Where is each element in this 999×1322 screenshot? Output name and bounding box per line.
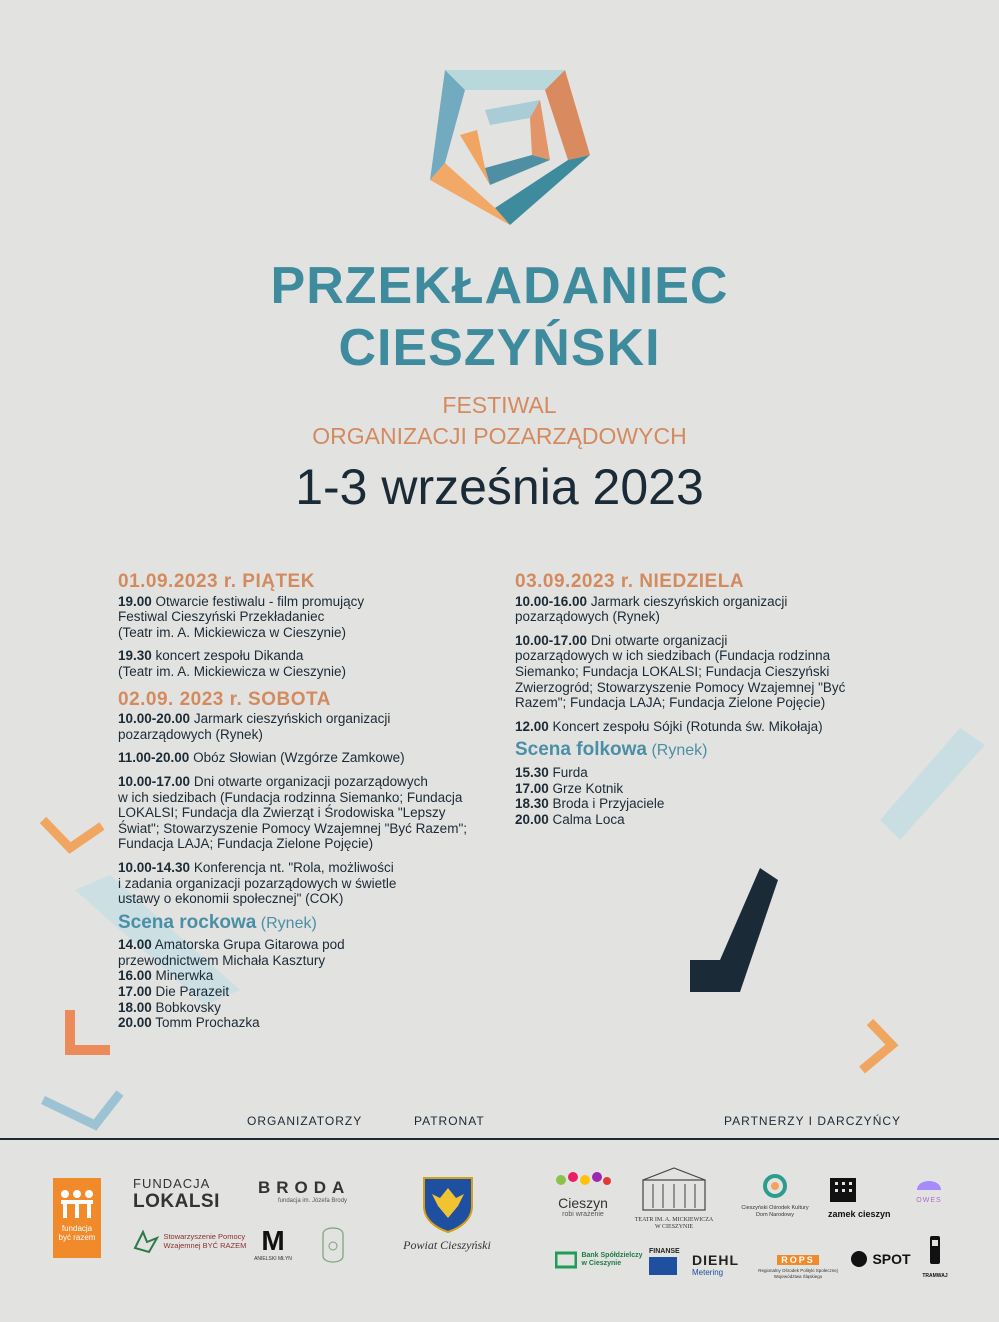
cok-icon — [761, 1172, 789, 1200]
day1-heading: 01.09.2023 r. PIĄTEK — [118, 571, 315, 592]
rock-scene-item: 16.00 Minerwka — [118, 968, 214, 984]
zielone-pojecie-icon — [318, 1222, 348, 1268]
festival-logo-icon — [390, 60, 610, 250]
rock-scene-heading: Scena rockowa (Rynek) — [118, 911, 317, 933]
day3-heading: 03.09.2023 r. NIEDZIELA — [515, 571, 745, 592]
day2-event: 11.00-20.00 Obóz Słowian (Wzgórze Zamkowe) — [118, 750, 405, 766]
orange-angle-left — [70, 1010, 110, 1050]
day3-event: 12.00 Koncert zespołu Sójki (Rotunda św. Mikołaja) — [515, 718, 823, 734]
orange-chevron-right — [862, 1022, 892, 1070]
festival-subtitle-line2: ORGANIZACJI POZARZĄDOWYCH — [312, 423, 687, 449]
light-teal-band-right — [880, 728, 985, 840]
logo-finanse: FINANSE — [649, 1248, 679, 1275]
castle-icon — [828, 1176, 858, 1204]
logo-cieszyn: Cieszyn robi wrażenie — [552, 1170, 614, 1218]
day3-event: 10.00-17.00 Dni otwarte organizacji pozarządowych w ich siedzibach (Fundacja rodzinna Siemanko; Fundacja LOKALSI; Fundacja Cieszyński Zwierzogród; Stowarzyszenie Pomocy Wzajemnej "Być Razem"; Fundacja LAJA; Fundacja Zielone Pojęcie) — [515, 632, 846, 711]
festival-dates: 1-3 września 2023 — [295, 459, 704, 515]
partners-label: PARTNERZY I DARCZYŃCY — [724, 1114, 902, 1128]
program-right-column — [515, 571, 895, 827]
orange-chevron-left — [43, 820, 102, 848]
logo-spot: SPOT — [850, 1250, 911, 1268]
logo-diehl: DIEHL Metering — [692, 1252, 739, 1277]
logo-broda: BRODA fundacja im. Józefa Brody — [258, 1178, 351, 1204]
folk-scene-item: 18.30 Broda i Przyjaciele — [515, 796, 665, 812]
day1-event: 19.00 Otwarcie festiwalu - film promujący Festiwal Cieszyński Przekładaniec (Teatr im. A. Mickiewicza w Cieszynie) — [118, 593, 365, 640]
festival-title-line1: PRZEKŁADANIEC — [270, 257, 729, 315]
organizers-label: ORGANIZATORZY — [247, 1114, 363, 1128]
theater-building-icon — [639, 1164, 709, 1212]
folk-scene-item: 20.00 Calma Loca — [515, 811, 625, 827]
logo-powiat-cieszynski: Powiat Cieszyński — [403, 1238, 491, 1252]
people-icon — [53, 1184, 101, 1224]
cieszyn-hexagons-icon — [553, 1170, 613, 1190]
patronage-label: PATRONAT — [414, 1114, 485, 1128]
spot-icon — [850, 1250, 868, 1268]
rock-scene-item: 20.00 Tomm Prochazka — [118, 1015, 260, 1031]
festival-subtitle-line1: FESTIWAL — [442, 392, 557, 418]
blue-chevron-bottom-left — [43, 1093, 120, 1125]
day2-heading: 02.09. 2023 r. SOBOTA — [118, 688, 331, 710]
bank-icon — [555, 1250, 577, 1270]
folk-scene-heading: Scena folkowa (Rynek) — [515, 739, 708, 761]
logo-zamek: zamek cieszyn — [828, 1176, 898, 1219]
logo-anielski-mlyn: M ANIELSKI MŁYN — [254, 1225, 292, 1262]
footer-divider — [0, 1138, 999, 1140]
logo-lokalsi: FUNDACJA LOKALSI — [133, 1176, 220, 1212]
logo-byc-razem-text: fundacja być razem — [58, 1224, 96, 1242]
coat-of-arms-icon — [420, 1172, 476, 1234]
logo-owes: OWES — [912, 1174, 946, 1204]
rock-scene-item: 14.00 Amatorska Grupa Gitarowa pod przewodnictwem Michała Kasztury — [118, 937, 345, 968]
day2-event: 10.00-20.00 Jarmark cieszyńskich organizacji pozarządowych (Rynek) — [118, 711, 391, 742]
logo-stowarzyszenie: Stowarzyszenie Pomocy Wzajemnej BYĆ RAZEM — [133, 1228, 246, 1254]
logo-tramwaj: TRAMWAJ — [920, 1232, 950, 1279]
day3-event: 10.00-16.00 Jarmark cieszyńskich organizacji pozarządowych (Rynek) — [515, 593, 788, 625]
day2-event: 10.00-14.30 Konferencja nt. "Rola, możliwości i zadania organizacji pozarządowych w świetle ustawy o ekonomii społecznej" (COK) — [118, 859, 397, 907]
day2-event: 10.00-17.00 Dni otwarte organizacji pozarządowych w ich siedzibach (Fundacja rodzinna Siemanko; Fundacja LOKALSI; Fundacja dla Zwierząt i Środowiska "Lepszy Świat"; Stowarzyszenie Pomocy Wzajemnej "Być Razem"; Fundacja LAJA; Fundacja Zielone Pojęcie) — [118, 773, 467, 852]
day1-event: 19.30 koncert zespołu Dikanda (Teatr im. A. Mickiewicza w Cieszynie) — [118, 648, 347, 679]
tram-icon — [927, 1232, 943, 1268]
festival-title-line2: CIESZYŃSKI — [338, 319, 661, 377]
logo-bank: Bank Spółdzielczy w Cieszynie — [555, 1250, 643, 1270]
folk-scene-item: 15.30 Furda — [515, 764, 588, 780]
folk-scene-item: 17.00 Grze Kotnik — [515, 780, 624, 796]
logo-teatr: TEATR IM. A. MICKIEWICZA W CIESZYNIE — [632, 1164, 716, 1231]
program-left-column — [118, 571, 498, 1031]
logo-cok: Cieszyński Ośrodek Kultury Dom Narodowy — [735, 1172, 815, 1219]
rock-scene-item: 17.00 Die Parazeit — [118, 984, 230, 1000]
logo-byc-razem — [53, 1178, 101, 1258]
rock-scene-item: 18.00 Bobkovsky — [118, 999, 221, 1015]
hand-icon — [133, 1228, 159, 1254]
navy-chevron — [690, 868, 778, 992]
umbrella-icon — [915, 1174, 943, 1192]
logo-rops: ROPS Regionalny Ośrodek Polityki Społecznej Województwa Śląskiego — [758, 1255, 838, 1279]
